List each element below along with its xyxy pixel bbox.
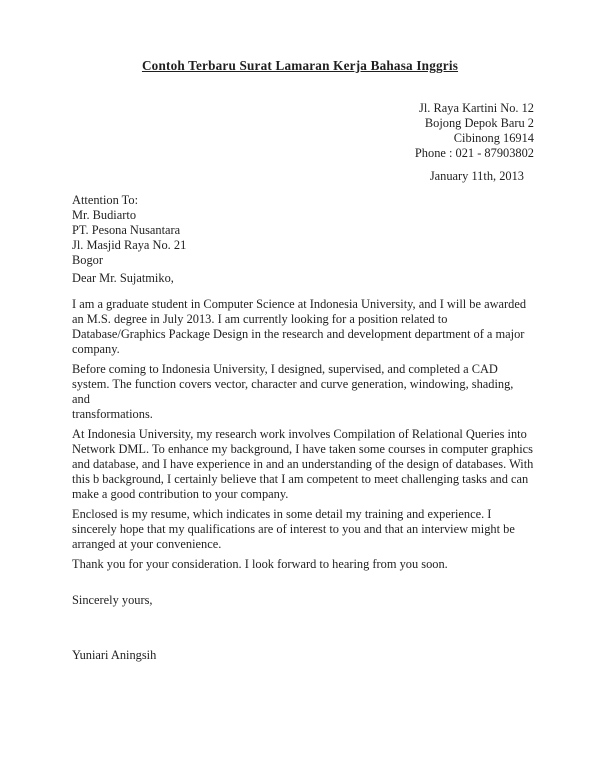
closing: Sincerely yours,: [72, 593, 153, 607]
paragraph-line: make a good contribution to your company.: [72, 487, 289, 501]
paragraph-line: Database/Graphics Package Design in the research and development department of a major: [72, 327, 525, 341]
paragraph-line: an M.S. degree in July 2013. I am currently looking for a position related to: [72, 312, 448, 326]
paragraph-line: this b background, I certainly believe that I am competent to meet challenging tasks and can: [72, 472, 529, 486]
page-title: Contoh Terbaru Surat Lamaran Kerja Bahasa Inggris: [141, 58, 459, 73]
recipient-line: Bogor: [72, 253, 103, 267]
salutation: Dear Mr. Sujatmiko,: [72, 271, 174, 285]
body-paragraph-1: [72, 297, 534, 357]
body-paragraph-4: [72, 507, 534, 552]
paragraph-line: transformations.: [72, 407, 153, 421]
recipient-line: PT. Pesona Nusantara: [72, 223, 181, 237]
paragraph-line: Before coming to Indonesia University, I designed, supervised, and completed a CAD: [72, 362, 498, 376]
recipient-line: Attention To:: [72, 193, 139, 207]
paragraph-line: arranged at your convenience.: [72, 537, 222, 551]
recipient-line: Jl. Masjid Raya No. 21: [72, 238, 187, 252]
sender-address-line: Jl. Raya Kartini No. 12: [419, 101, 534, 115]
paragraph-line: sincerely hope that my qualifications are of interest to you and that an interview might be: [72, 522, 515, 536]
paragraph-line: Network DML. To enhance my background, I have taken some courses in computer graphics: [72, 442, 534, 456]
body-paragraph-3: [72, 427, 534, 502]
body-paragraph-5: [72, 557, 534, 572]
letter-body: [0, 101, 600, 663]
paragraph-line: Thank you for your consideration. I look forward to hearing from you soon.: [72, 557, 448, 571]
paragraph-line: Enclosed is my resume, which indicates in some detail my training and experience. I: [72, 507, 492, 521]
recipient-block: [72, 193, 534, 268]
paragraph-line: company.: [72, 342, 120, 356]
recipient-line: Mr. Budiarto: [72, 208, 137, 222]
paragraph-line: and database, and I have experience in and an understanding of the design of databases. With: [72, 457, 534, 471]
body-paragraph-2: [72, 362, 534, 422]
paragraph-line: system. The function covers vector, character and curve generation, windowing, shading, and: [72, 377, 514, 406]
letter-date: January 11th, 2013: [429, 169, 524, 183]
sender-address-block: [72, 101, 534, 161]
paragraph-line: At Indonesia University, my research work involves Compilation of Relational Queries into: [72, 427, 527, 441]
sender-address-line: Bojong Depok Baru 2: [424, 116, 534, 130]
signature-name: Yuniari Aningsih: [72, 648, 157, 662]
sender-address-line: Cibinong 16914: [453, 131, 534, 145]
paragraph-line: I am a graduate student in Computer Science at Indonesia University, and I will be awarded: [72, 297, 527, 311]
sender-address-line: Phone : 021 - 87903802: [414, 146, 534, 160]
